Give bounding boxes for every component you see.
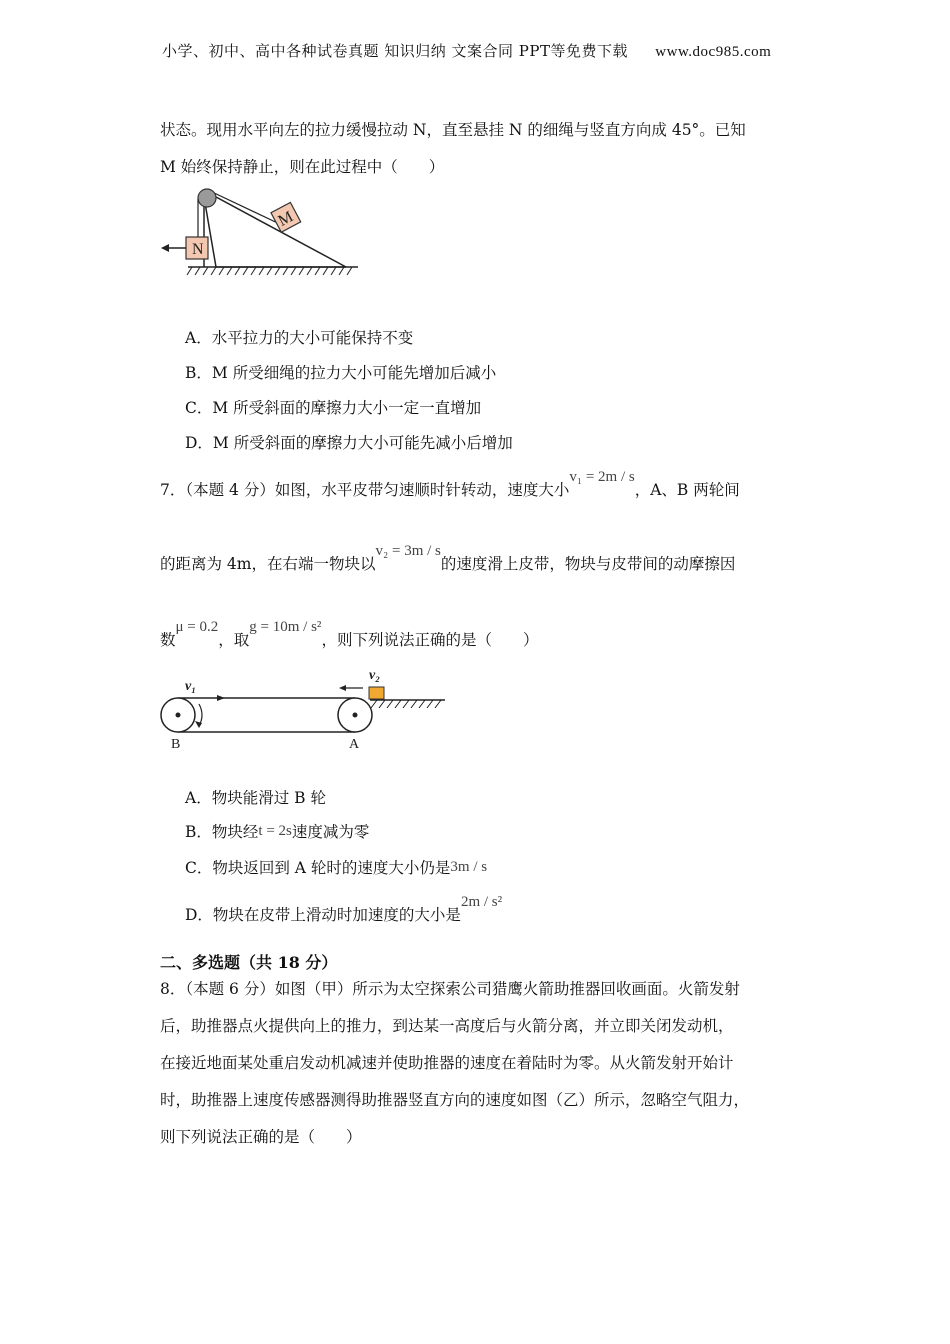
q7-l1-text: 7．（本题 4 分）如图，水平皮带匀速顺时针转动，速度大小 (160, 481, 570, 499)
q8-line-5: 则下列说法正确的是（ ） (160, 1128, 362, 1146)
page-header (162, 40, 771, 61)
q7-optb-expr: t = 2s (258, 823, 292, 839)
ground-hatching (187, 267, 352, 275)
q7-optc-expr: 3m / s (450, 859, 488, 875)
q6-option-a[interactable]: A．水平拉力的大小可能保持不变 (185, 329, 414, 347)
section-title: 二、多选题（共 18 分） (160, 953, 338, 972)
block-n-label: N (192, 241, 204, 258)
q7-l2-text: 的距离为 4m，在右端一物块以 (160, 555, 376, 573)
q7-line-2 (160, 543, 736, 574)
q7-option-a[interactable]: A．物块能滑过 B 轮 (185, 789, 326, 807)
block-m-label: M (275, 208, 297, 230)
q7-option-b[interactable] (185, 820, 369, 842)
q7-option-c[interactable] (185, 856, 487, 878)
q7-option-d[interactable] (185, 894, 503, 925)
q8-line-3: 在接近地面某处重启发动机减速并使助推器的速度在着陆时为零。从火箭发射开始计 (160, 1054, 734, 1072)
platform-hatching (371, 700, 441, 708)
incline (204, 197, 346, 267)
q7-line-3 (160, 619, 539, 650)
q7-g-expr: g = 10m / s² (249, 619, 322, 635)
header-text: 小学、初中、高中各种试卷真题 知识归纳 文案合同 PPT等免费下载 (162, 42, 628, 60)
q8-line-1: 8．（本题 6 分）如图（甲）所示为太空探索公司猎鹰火箭助推器回收画面。火箭发射 (160, 980, 740, 998)
q7-optd-text: D．物块在皮带上滑动时加速度的大小是 (185, 906, 461, 924)
q7-l1-tail: ，A、B 两轮间 (634, 481, 740, 499)
v1-label: v₁ (185, 679, 197, 694)
q6-option-b[interactable]: B．M 所受细绳的拉力大小可能先增加后减小 (185, 364, 497, 382)
q7-optd-expr: 2m / s² (460, 894, 503, 910)
pulley (198, 189, 216, 207)
sliding-block (369, 687, 384, 699)
q8-line-4: 时，助推器上速度传感器测得助推器竖直方向的速度如图（乙）所示，忽略空气阻力， (160, 1091, 750, 1109)
rope-incline (210, 191, 286, 227)
q6-option-d[interactable]: D．M 所受斜面的摩擦力大小可能先减小后增加 (185, 434, 513, 452)
wheel-a-label: A (349, 737, 360, 752)
q7-line-1 (160, 469, 740, 500)
v2-label: v₂ (369, 668, 381, 683)
q7-figure-belt (155, 668, 455, 753)
pull-arrow-head (161, 244, 169, 252)
q7-mu-expr: μ = 0.2 (175, 619, 219, 635)
q6-line-2: M 始终保持静止，则在此过程中（ ） (160, 158, 445, 176)
q6-line-1: 状态。现用水平向左的拉力缓慢拉动 N，直至悬挂 N 的细绳与竖直方向成 45°。已知 (160, 121, 746, 139)
q7-v2-expr: v₂ = 3m / s (375, 543, 441, 559)
q7-optb-text: B．物块经 (185, 823, 259, 841)
q6-option-c[interactable]: C．M 所受斜面的摩擦力大小一定一直增加 (185, 399, 482, 417)
q7-l3-mid: ，取 (218, 631, 250, 649)
q7-l2-tail: 的速度滑上皮带，物块与皮带间的动摩擦因 (440, 555, 736, 573)
q7-l3-tail: ，则下列说法正确的是（ ） (321, 631, 539, 649)
block-m (271, 202, 301, 232)
belt-direction-arrow (217, 695, 225, 701)
wheel-b-label: B (171, 737, 181, 752)
q7-optb-tail: 速度减为零 (291, 823, 370, 841)
q7-optc-text: C．物块返回到 A 轮时的速度大小仍是 (185, 859, 451, 877)
q8-line-2: 后，助推器点火提供向上的推力，到达某一高度后与火箭分离，并立即关闭发动机， (160, 1017, 734, 1035)
q6-figure-incline (158, 185, 368, 280)
header-url[interactable]: www.doc985.com (655, 44, 772, 60)
q7-l3-text: 数 (160, 631, 176, 649)
q7-v1-expr: v₁ = 2m / s (569, 469, 635, 485)
